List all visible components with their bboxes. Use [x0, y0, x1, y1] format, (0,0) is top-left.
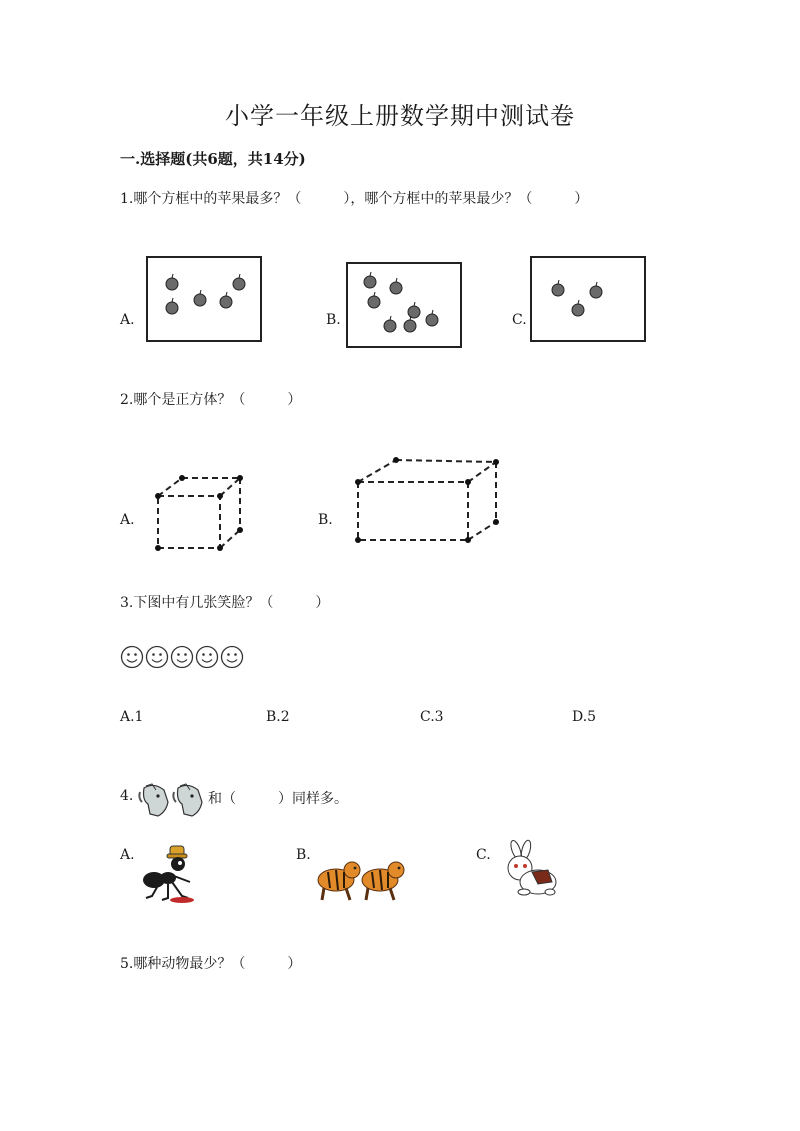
q3-option-c: C.3: [420, 709, 444, 725]
q2-cuboid-figure: [350, 454, 506, 546]
q1-apples-a: [148, 258, 260, 340]
question-1-text: 1.哪个方框中的苹果最多？（ ），哪个方框中的苹果最少？（ ）: [120, 191, 589, 207]
apple-icon: [233, 274, 245, 290]
smiley-icon: [197, 647, 218, 668]
smiley-icon: [122, 647, 143, 668]
q1-option-a-label: A.: [120, 312, 135, 328]
apple-icon: [552, 280, 564, 296]
q1-apple-box-c: [530, 256, 646, 342]
tiger-icon: [318, 862, 360, 900]
ant-icon: [138, 842, 208, 908]
apple-icon: [368, 292, 380, 308]
tiger-icon: [362, 862, 404, 900]
q1-option-c-label: C.: [512, 312, 527, 328]
q2-option-b-label: B.: [318, 512, 333, 528]
smiley-icon: [172, 647, 193, 668]
question-2-text: 2.哪个是正方体？（ ）: [120, 392, 302, 408]
horse-head-icon: [139, 784, 168, 816]
q2-cube-figure: [150, 472, 250, 556]
q4-option-a-label: A.: [120, 847, 135, 863]
q3-option-d: D.5: [572, 709, 597, 725]
q1-apple-box-b: [346, 262, 462, 348]
page-title: 小学一年级上册数学期中测试卷: [225, 102, 575, 130]
apple-icon: [220, 292, 232, 308]
question-3-text: 3.下图中有几张笑脸？（ ）: [120, 595, 330, 611]
question-4-number: 4.: [120, 788, 134, 804]
q3-smiley-row: [120, 645, 250, 671]
rabbit-icon: [494, 842, 564, 904]
apple-icon: [194, 290, 206, 306]
smiley-icon: [222, 647, 243, 668]
apple-icon: [166, 274, 178, 290]
apple-icon: [166, 298, 178, 314]
apple-icon: [590, 282, 602, 298]
q3-option-b: B.2: [266, 709, 290, 725]
apple-icon: [408, 302, 420, 318]
apple-icon: [426, 310, 438, 326]
horse-head-icon: [173, 784, 202, 816]
q1-option-b-label: B.: [326, 312, 341, 328]
question-5-text: 5.哪种动物最少？（ ）: [120, 956, 302, 972]
question-4-text: 和（ ）同样多。: [208, 791, 348, 807]
q2-option-a-label: A.: [120, 512, 135, 528]
q4-option-b-label: B.: [296, 847, 311, 863]
q3-option-a: A.1: [120, 709, 144, 725]
smiley-icon: [147, 647, 168, 668]
apple-icon: [390, 278, 402, 294]
apple-icon: [364, 272, 376, 288]
q1-apple-box-a: [146, 256, 262, 342]
q4-option-c-label: C.: [476, 847, 491, 863]
apple-icon: [572, 300, 584, 316]
tigers-icon: [312, 848, 404, 906]
section-heading: 一.选择题(共6题，共14分): [120, 150, 306, 168]
q4-horse-heads: [134, 780, 206, 818]
q1-apples-c: [532, 258, 644, 340]
q1-apples-b: [348, 264, 460, 346]
apple-icon: [384, 316, 396, 332]
